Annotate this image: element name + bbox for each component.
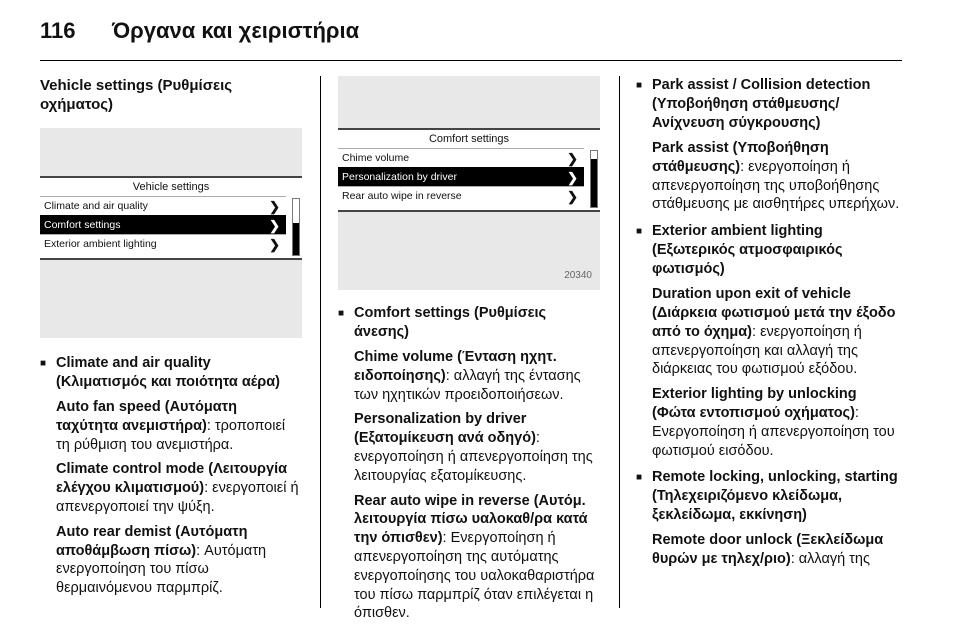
paragraph: Duration upon exit of vehicle (Διάρκεια φωτισμού μετά την έξοδο από το όχημα): ενεργοποίηση ή απενεργοποίηση και αλλαγή της διάρκειας του φωτισμού εξόδου. (652, 286, 896, 378)
square-bullet-icon: ■ (636, 472, 643, 484)
square-bullet-icon: ■ (338, 308, 345, 319)
chevron-right-icon: ❯ (567, 189, 578, 204)
vehicle-settings-screen (40, 176, 302, 260)
paragraph: Climate control mode (Λειτουργία ελέγχου κλιματισμού): ενεργοποιεί ή απενεργοποιεί την ψύξη. (56, 461, 299, 515)
chevron-right-icon: ❯ (269, 218, 280, 233)
bullet-exterior-lighting: ■ Exterior ambient lighting (Εξωτερικός ατμοσφαιρικός φωτισμός) Duration upon exit of vehicle (Διάρκεια φωτισμού μετά την έξοδο από το όχημα): ενεργοποίηση ή απενεργοποίηση και αλλαγή της διάρκειας του φωτισμού εξόδου. Exterior lighting by unlocking (Φώτα εντοπισμού οχήματος): Ενεργοποίηση ή απενεργοποίηση του φωτισμού εισόδου. (636, 222, 902, 460)
screen-title: Vehicle settings (132, 181, 210, 193)
menu-item-climate[interactable]: Climate and air quality ❯ (40, 196, 286, 215)
page-title: Όργανα και χειριστήρια (112, 18, 360, 43)
paragraph: Park assist (Υποβοήθηση στάθμευσης): ενεργοποίηση ή απενεργοποίηση της υποβοήθησης στάθμευσης με αισθητήρες υπερήχων. (652, 140, 900, 213)
page-header (40, 18, 359, 52)
bullet-comfort: ■ Comfort settings (Ρυθμίσεις άνεσης) Chime volume (Ένταση ηχητ. ειδοποίησης): αλλαγή της έντασης των ηχητικών προειδοποιήσεων. Personalization by driver (Εξατομίκευση ανά οδηγό): ενεργοποίηση ή απενεργοποίηση της λειτουργίας εξατομίκευσης. Rear auto wipe in reverse (Αυτόμ. λειτουργία πίσω υαλοκαθ/ρα κατά την όπισθεν): Ενεργοποίηση ή απενεργοποίηση της αυτόματης ενεργοποίησης του υαλοκαθαριστήρα του πίσω παρμπρίζ όταν επιλέγεται η όπισθεν. (338, 304, 600, 623)
vehicle-settings-figure (40, 128, 302, 338)
column-divider-2 (619, 76, 620, 608)
figure-number: 20340 (564, 270, 592, 282)
column-divider-1 (320, 76, 321, 608)
comfort-settings-figure (338, 76, 600, 290)
column-1 (40, 76, 302, 598)
scrollbar-thumb[interactable] (591, 159, 597, 207)
comfort-settings-screen (338, 128, 600, 212)
menu-item-comfort-settings[interactable]: Comfort settings ❯ (40, 215, 286, 234)
paragraph: Rear auto wipe in reverse (Αυτόμ. λειτουργία πίσω υαλοκαθ/ρα κατά την όπισθεν): Ενεργοποίηση ή απενεργοποίηση της αυτόματης ενεργοποίησης του υαλοκαθαριστήρα του πίσω παρμπρίζ όταν επιλέγεται η όπισθεν. (354, 492, 595, 622)
paragraph: Chime volume (Ένταση ηχητ. ειδοποίησης): αλλαγή της έντασης των ηχητικών προειδοποιήσεων. (354, 349, 581, 403)
page-number: 116 (40, 18, 76, 43)
paragraph: Auto rear demist (Αυτόματη αποθάμβωση πίσω): Αυτόματη ενεργοποίηση του πίσω θερμαινόμενου παρμπρίζ. (56, 523, 267, 597)
square-bullet-icon: ■ (636, 226, 643, 238)
section-heading: Vehicle settings (Ρυθμίσεις οχήματος) (40, 77, 233, 113)
screen-title: Comfort settings (428, 133, 510, 145)
paragraph: Personalization by driver (Εξατομίκευση ανά οδηγό): ενεργοποίηση ή απενεργοποίηση της λειτουργίας εξατομίκευσης. (354, 411, 593, 484)
square-bullet-icon: ■ (636, 80, 643, 91)
scrollbar-thumb[interactable] (293, 223, 299, 255)
bullet-park-assist: ■ Park assist / Collision detection (Υποβοήθηση στάθμευσης/ Ανίχνευση σύγκρουσης) Park assist (Υποβοήθηση στάθμευσης): ενεργοποίηση ή απενεργοποίηση της υποβοήθησης στάθμευσης με αισθητήρες υπερήχων. (636, 76, 902, 214)
chevron-right-icon: ❯ (567, 170, 578, 185)
paragraph: Exterior lighting by unlocking (Φώτα εντοπισμού οχήματος): Ενεργοποίηση ή απενεργοποίηση του φωτισμού εισόδου. (652, 386, 895, 459)
menu-item-rear-auto-wipe[interactable]: Rear auto wipe in reverse ❯ (338, 186, 584, 205)
column-3 (636, 76, 902, 569)
scrollbar[interactable] (292, 198, 300, 256)
scrollbar[interactable] (590, 150, 598, 208)
chevron-right-icon: ❯ (269, 199, 280, 214)
menu-item-exterior-lighting[interactable]: Exterior ambient lighting ❯ (40, 234, 286, 253)
bullet-climate: ■ Climate and air quality (Κλιματισμός και ποιότητα αέρα) Auto fan speed (Αυτόματη ταχύτητα ανεμιστήρα): τροποποιεί τη ρύθμιση του ανεμιστήρα. Climate control mode (Λειτουργία ελέγχου κλιματισμού): ενεργοποιεί ή απενεργοποιεί την ψύξη. Auto rear demist (Αυτόματη αποθάμβωση πίσω): Αυτόματη ενεργοποίηση του πίσω θερμαινόμενου παρμπρίζ. (40, 354, 302, 598)
chevron-right-icon: ❯ (567, 151, 578, 166)
menu-item-chime-volume[interactable]: Chime volume ❯ (338, 148, 584, 167)
paragraph: Auto fan speed (Αυτόματη ταχύτητα ανεμιστήρα): τροποποιεί τη ρύθμιση του ανεμιστήρα. (56, 399, 286, 453)
column-2 (338, 76, 600, 623)
menu-item-personalization[interactable]: Personalization by driver ❯ (338, 167, 584, 186)
header-rule (40, 60, 902, 61)
square-bullet-icon: ■ (40, 358, 47, 369)
paragraph: Remote door unlock (Ξεκλείδωμα θυρών με τηλεχ/ριο): αλλαγή της (652, 532, 884, 568)
bullet-remote-locking: ■ Remote locking, unlocking, starting (Τηλεχειριζόμενο κλείδωμα, ξεκλείδωμα, εκκίνηση) Remote door unlock (Ξεκλείδωμα θυρών με τηλεχ/ριο): αλλαγή της (636, 468, 902, 569)
chevron-right-icon: ❯ (269, 237, 280, 252)
